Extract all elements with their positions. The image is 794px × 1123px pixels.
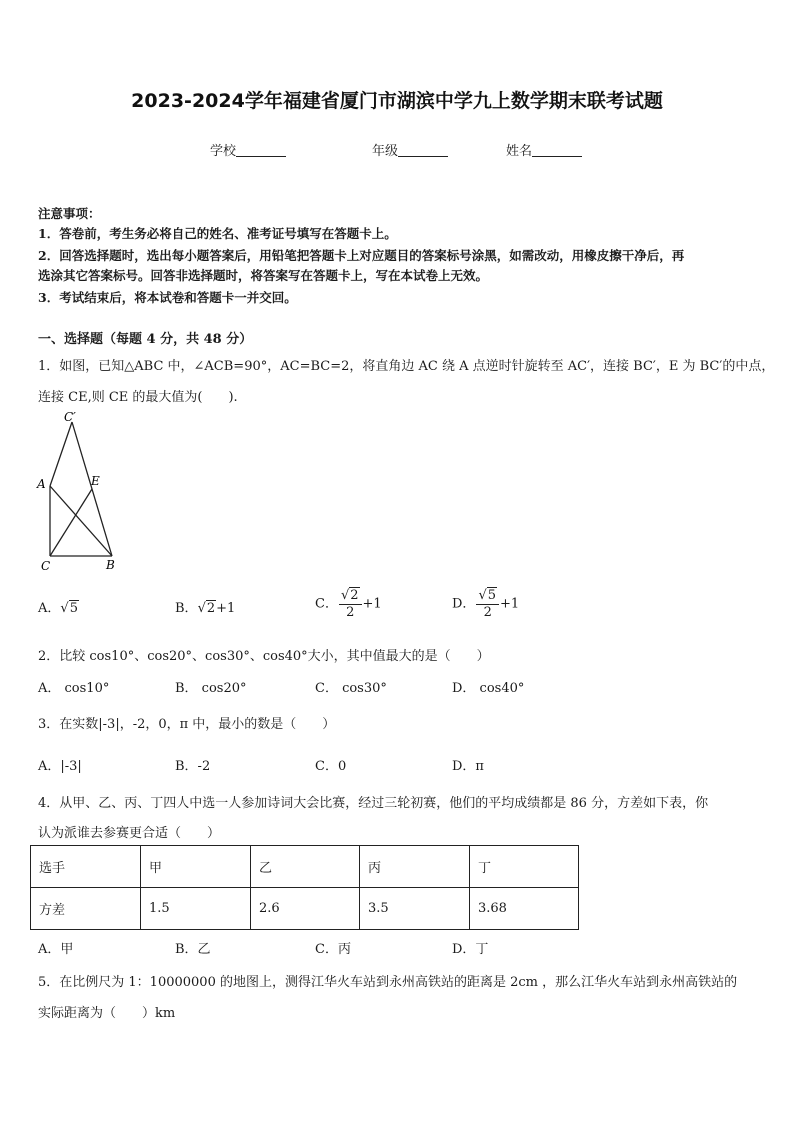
table-row xyxy=(31,846,579,888)
grade-field xyxy=(372,140,448,159)
table-cell: 选手 xyxy=(31,846,141,888)
question-4-line-1: 4．从甲、乙、丙、丁四人中选一人参加诗词大会比赛，经过三轮初赛，他们的平均成绩都是 86 分，方差如下表，你 xyxy=(38,796,709,811)
notice-item: 1．答卷前，考生务必将自己的姓名、准考证号填写在答题卡上。 xyxy=(38,226,397,241)
fraction: $\frac{√5}{2}$ xyxy=(476,587,499,621)
q4-option-b[interactable]: B．乙 xyxy=(175,942,211,957)
exam-title: 2023-2024学年福建省厦门市湖滨中学九上数学期末联考试题 xyxy=(131,90,663,112)
question-1-line-2: 连接 CE,则 CE 的最大值为( ). xyxy=(38,390,238,405)
name-blank xyxy=(532,144,582,157)
question-2: 2．比较 cos10°、cos20°、cos30°、cos40°大小，其中值最大的是（ ） xyxy=(38,649,490,664)
notice-item: 2．回答选择题时，选出每小题答案后，用铅笔把答题卡上对应题目的答案标号涂黑，如需改动，用橡皮擦干净后，再 xyxy=(38,248,685,263)
q4-option-c[interactable]: C．丙 xyxy=(315,942,351,957)
notice-heading: 注意事项： xyxy=(38,206,101,221)
q2-option-a[interactable]: A． cos10° xyxy=(38,681,110,696)
q2-option-d[interactable]: D． cos40° xyxy=(452,681,525,696)
school-label: 学校 xyxy=(210,144,237,159)
q4-option-a[interactable]: A．甲 xyxy=(38,942,74,957)
radicand: 5 xyxy=(69,601,78,616)
question-3: 3．在实数|-3|，-2，0，π 中，最小的数是（ ） xyxy=(38,717,336,732)
variance-table xyxy=(30,845,579,930)
option-label: D． xyxy=(452,596,476,612)
table-cell: 甲 xyxy=(141,846,251,888)
notice-item: 3．考试结束后，将本试卷和答题卡一并交回。 xyxy=(38,290,297,305)
q2-option-b[interactable]: B． cos20° xyxy=(175,681,247,696)
grade-label: 年级 xyxy=(372,144,399,159)
label-e: E xyxy=(91,474,100,488)
radicand: 2 xyxy=(206,601,216,616)
q1-option-a[interactable] xyxy=(38,597,79,616)
radicand: 2 xyxy=(350,588,359,603)
table-cell: 2.6 xyxy=(251,888,360,930)
q3-option-a[interactable]: A．|-3| xyxy=(38,759,82,774)
radicand: 5 xyxy=(487,588,497,603)
table-cell: 3.5 xyxy=(360,888,470,930)
denominator: 2 xyxy=(346,605,355,620)
option-tail: +1 xyxy=(500,596,520,612)
label-c: C xyxy=(41,559,51,573)
option-label: B． xyxy=(175,601,198,616)
table-cell: 1.5 xyxy=(141,888,251,930)
question-5-line-1: 5．在比例尺为 1：10000000 的地图上，测得江华火车站到永州高铁站的距离是 2cm ，那么江华火车站到永州高铁站的 xyxy=(38,975,738,990)
sqrt-sign: √5 xyxy=(60,601,78,616)
name-label: 姓名 xyxy=(506,144,533,159)
notice-item: 选涂其它答案标号。回答非选择题时，将答案写在答题卡上，写在本试卷上无效。 xyxy=(38,268,489,283)
q4-option-d[interactable]: D．丁 xyxy=(452,942,489,957)
option-tail: +1 xyxy=(362,596,382,612)
label-a: A xyxy=(37,477,46,491)
q2-option-c[interactable]: C． cos30° xyxy=(315,681,387,696)
question-4-line-2: 认为派谁去参赛更合适（ ） xyxy=(38,826,221,841)
table-cell: 丁 xyxy=(470,846,579,888)
q1-option-c[interactable] xyxy=(315,587,382,621)
fraction: $\frac{√2}{2}$ xyxy=(339,587,362,621)
triangle-figure xyxy=(34,406,124,576)
school-blank xyxy=(236,144,286,157)
table-cell: 丙 xyxy=(360,846,470,888)
label-c-prime: C′ xyxy=(64,410,76,424)
q1-option-b[interactable] xyxy=(175,597,235,616)
grade-blank xyxy=(398,144,448,157)
table-cell: 3.68 xyxy=(470,888,579,930)
school-field xyxy=(210,140,286,159)
q3-option-b[interactable]: B．-2 xyxy=(175,759,211,774)
table-cell: 方差 xyxy=(31,888,141,930)
option-tail: +1 xyxy=(216,601,236,616)
q3-option-c[interactable]: C．0 xyxy=(315,759,347,774)
option-label: C． xyxy=(315,596,338,612)
question-1-line-1: 1．如图，已知△ABC 中，∠ACB=90°，AC=BC=2，将直角边 AC 绕 A 点逆时针旋转至 AC′，连接 BC′，E 为 BC′的中点， xyxy=(38,359,775,374)
table-row xyxy=(31,888,579,930)
label-b: B xyxy=(106,558,115,572)
section-heading: 一、选择题（每题 4 分，共 48 分） xyxy=(38,332,253,347)
name-field xyxy=(506,140,582,159)
question-5-line-2: 实际距离为（ ）km xyxy=(38,1006,176,1021)
sqrt-sign: √2 xyxy=(197,601,216,616)
table-cell: 乙 xyxy=(251,846,360,888)
q3-option-d[interactable]: D．π xyxy=(452,759,484,774)
option-label: A． xyxy=(38,601,61,616)
denominator: 2 xyxy=(483,605,492,620)
q1-option-d[interactable] xyxy=(452,587,519,621)
